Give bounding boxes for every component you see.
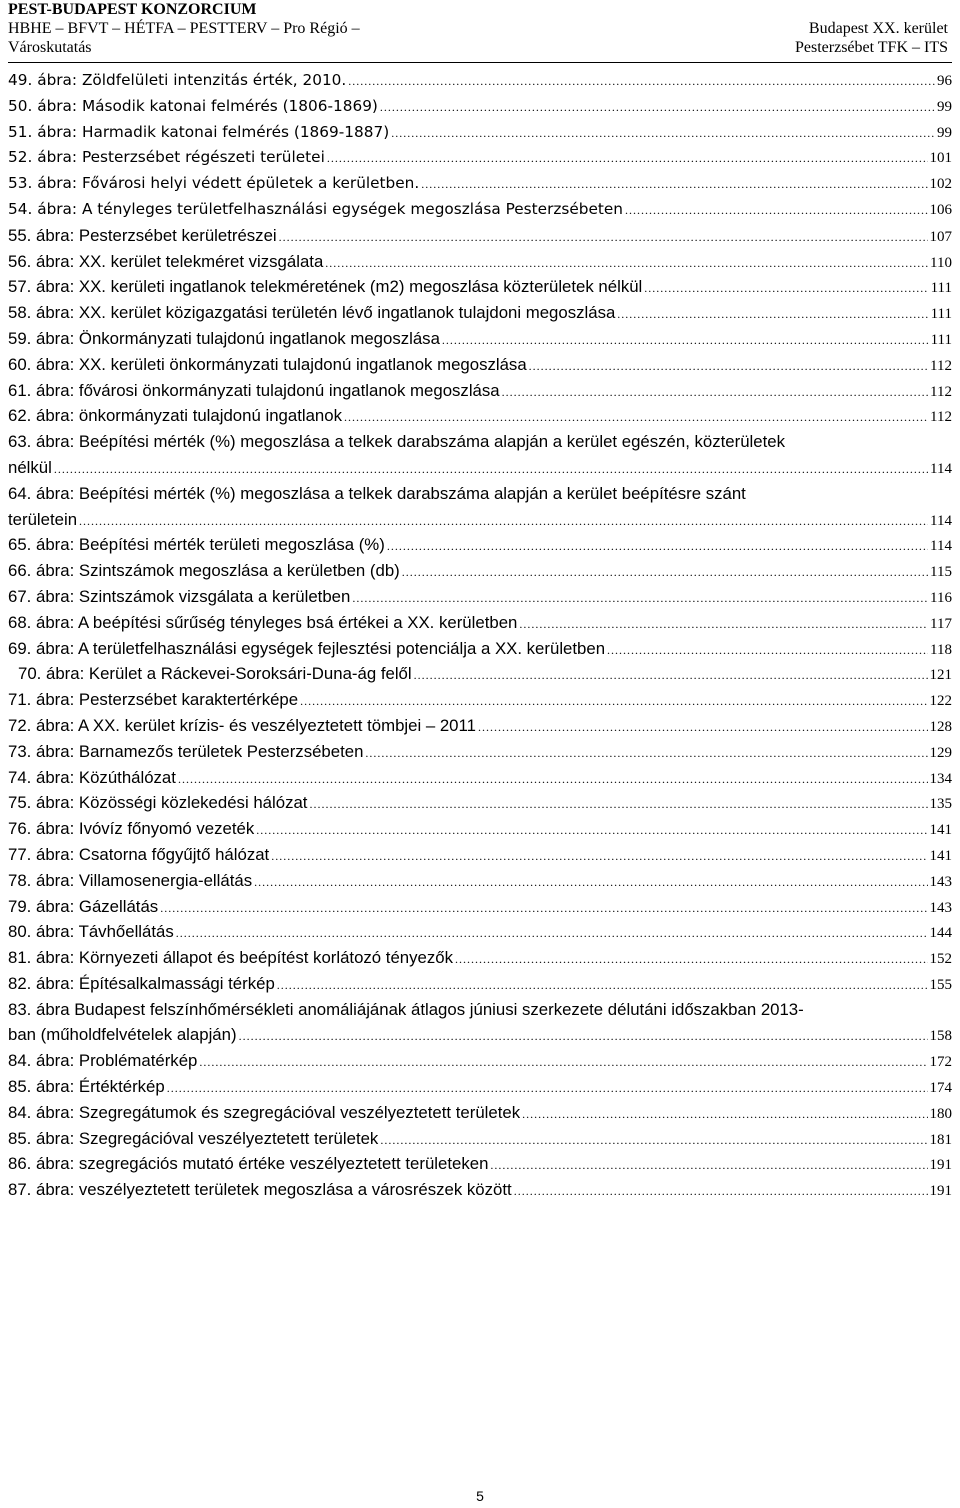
toc-page-number: 144 bbox=[929, 925, 952, 942]
dot-leader bbox=[256, 818, 927, 844]
toc-entry-title: 60. ábra: XX. kerületi önkormányzati tulajdonú ingatlanok megoszlása bbox=[8, 354, 527, 374]
toc-entry[interactable] bbox=[8, 661, 952, 687]
toc-entry[interactable] bbox=[8, 223, 952, 249]
toc-page-number: 99 bbox=[937, 98, 952, 115]
dot-leader bbox=[529, 354, 928, 380]
toc-page-number: 134 bbox=[929, 770, 952, 787]
dot-leader bbox=[300, 689, 927, 715]
dot-leader bbox=[352, 586, 928, 612]
dot-leader bbox=[519, 612, 928, 638]
toc-entry[interactable] bbox=[8, 765, 952, 791]
toc-entry[interactable] bbox=[8, 274, 952, 300]
dot-leader bbox=[442, 328, 929, 354]
dot-leader bbox=[455, 947, 928, 973]
page-header bbox=[8, 0, 952, 63]
toc-page-number: 122 bbox=[929, 693, 952, 710]
project-name: Pesterzsébet TFK – ITS bbox=[794, 39, 948, 56]
toc-page-number: 180 bbox=[929, 1105, 952, 1122]
toc-entry[interactable] bbox=[8, 997, 952, 1049]
dot-leader bbox=[239, 1024, 928, 1050]
toc-entry[interactable] bbox=[8, 1100, 952, 1126]
toc-entry-title: 66. ábra: Szintszámok megoszlása a kerületben (db) bbox=[8, 561, 400, 581]
toc-page-number: 111 bbox=[930, 306, 952, 323]
toc-entry[interactable] bbox=[8, 120, 952, 146]
consortium-name: PEST-BUDAPEST KONZORCIUM bbox=[8, 1, 257, 18]
dot-leader bbox=[199, 1050, 927, 1076]
toc-entry-title: 68. ábra: A beépítési sűrűség tényleges bsá értékei a XX. kerületben bbox=[8, 612, 518, 632]
toc-entry-title: 67. ábra: Szintszámok vizsgálata a kerületben bbox=[8, 586, 351, 606]
toc-entry-title: 85. ábra: Szegregációval veszélyeztetett területek bbox=[8, 1128, 379, 1148]
toc-page-number: 106 bbox=[929, 201, 952, 218]
toc-entry-title: 73. ábra: Barnamezős területek Pesterzsébeten bbox=[8, 741, 364, 761]
toc-entry[interactable] bbox=[8, 636, 952, 662]
consortium-members-line2: Városkutatás bbox=[8, 39, 92, 56]
toc-page-number: 114 bbox=[930, 512, 952, 529]
toc-entry[interactable] bbox=[8, 971, 952, 997]
toc-entry-title: 85. ábra: Értéktérkép bbox=[8, 1077, 165, 1097]
toc-entry-title: 78. ábra: Villamosenergia-ellátás bbox=[8, 870, 253, 890]
dot-leader bbox=[617, 302, 928, 328]
toc-entry[interactable] bbox=[8, 352, 952, 378]
toc-entry-title: 55. ábra: Pesterzsébet kerületrészei bbox=[8, 225, 277, 245]
dot-leader bbox=[365, 741, 927, 767]
toc-entry[interactable] bbox=[8, 1151, 952, 1177]
toc-entry-title: 57. ábra: XX. kerületi ingatlanok telekméretének (m2) megoszlása közterületek nélkül bbox=[8, 277, 643, 297]
toc-page-number: 158 bbox=[929, 1028, 952, 1045]
toc-entry-title: 81. ábra: Környezeti állapot és beépítést korlátozó tényezők bbox=[8, 948, 453, 968]
toc-page-number: 191 bbox=[929, 1157, 952, 1174]
toc-page-number: 112 bbox=[930, 409, 952, 426]
toc-entry-title-cont: területein bbox=[8, 509, 78, 529]
toc-entry[interactable] bbox=[8, 816, 952, 842]
dot-leader bbox=[54, 457, 928, 483]
toc-entry-title: 84. ábra: Szegregátumok és szegregációval veszélyeztetett területek bbox=[8, 1102, 521, 1122]
toc-page-number: 135 bbox=[929, 796, 952, 813]
dot-leader bbox=[607, 638, 928, 664]
toc-page-number: 110 bbox=[930, 254, 952, 271]
toc-entry-title: 87. ábra: veszélyeztetett területek megoszlása a városrészek között bbox=[8, 1180, 512, 1200]
toc-entry[interactable] bbox=[8, 68, 952, 94]
toc-entry-title: 77. ábra: Csatorna főgyűjtő hálózat bbox=[8, 844, 270, 864]
toc-page-number: 118 bbox=[930, 641, 952, 658]
toc-entry[interactable] bbox=[8, 687, 952, 713]
dot-leader bbox=[391, 121, 935, 147]
dot-leader bbox=[309, 792, 927, 818]
dot-leader bbox=[279, 225, 928, 251]
toc-page-number: 121 bbox=[929, 667, 952, 684]
toc-entry[interactable] bbox=[8, 1048, 952, 1074]
toc-page-number: 155 bbox=[929, 976, 952, 993]
toc-entry[interactable] bbox=[8, 403, 952, 429]
toc-entry-title: 69. ábra: A területfelhasználási egységek fejlesztési potenciálja a XX. kerületben bbox=[8, 638, 606, 658]
toc-entry[interactable] bbox=[8, 145, 952, 171]
toc-page-number: 96 bbox=[937, 73, 952, 89]
consortium-members: HBHE – BFVT – HÉTFA – PESTTERV – Pro Régió – bbox=[8, 20, 360, 37]
toc-entry-title: 61. ábra: fővárosi önkormányzati tulajdonú ingatlanok megoszlása bbox=[8, 380, 500, 400]
toc-entry[interactable] bbox=[8, 1074, 952, 1100]
dot-leader bbox=[514, 1179, 928, 1205]
toc-entry[interactable] bbox=[8, 739, 952, 765]
toc-entry[interactable] bbox=[8, 300, 952, 326]
toc-page-number: 99 bbox=[937, 124, 952, 141]
toc-entry[interactable] bbox=[8, 894, 952, 920]
toc-page-number: 152 bbox=[929, 951, 952, 968]
toc-entry-title: 52. ábra: Pesterzsébet régészeti területei bbox=[8, 148, 325, 167]
toc-entry[interactable] bbox=[8, 558, 952, 584]
dot-leader bbox=[254, 870, 927, 896]
table-of-figures bbox=[8, 68, 952, 1203]
toc-page-number: 141 bbox=[929, 822, 952, 839]
toc-entry-title: 56. ábra: XX. kerület telekméret vizsgálata bbox=[8, 251, 324, 271]
toc-page-number: 117 bbox=[930, 615, 952, 632]
toc-entry[interactable] bbox=[8, 171, 952, 197]
toc-page-number: 111 bbox=[930, 331, 952, 348]
toc-entry-title: 72. ábra: A XX. kerület krízis- és veszélyeztetett tömbjei – 2011 bbox=[8, 715, 476, 735]
toc-page-number: 141 bbox=[929, 847, 952, 864]
toc-entry-title: 70. ábra: Kerület a Ráckevei-Soroksári-Duna-ág felől bbox=[18, 664, 412, 684]
toc-page-number: 129 bbox=[929, 744, 952, 761]
dot-leader bbox=[348, 69, 935, 95]
header-right bbox=[795, 19, 948, 57]
toc-entry[interactable] bbox=[8, 197, 952, 223]
toc-entry[interactable] bbox=[8, 532, 952, 558]
toc-entry[interactable] bbox=[8, 610, 952, 636]
toc-entry-title: 64. ábra: Beépítési mérték (%) megoszlása a telkek darabszáma alapján a kerület beépítésre szánt bbox=[8, 483, 746, 503]
toc-entry[interactable] bbox=[8, 1177, 952, 1203]
toc-page-number: 114 bbox=[930, 460, 952, 477]
toc-entry-title: 84. ábra: Problématérkép bbox=[8, 1051, 198, 1071]
toc-entry[interactable] bbox=[8, 94, 952, 120]
toc-entry[interactable] bbox=[8, 429, 952, 481]
toc-entry-title: 50. ábra: Második katonai felmérés (1806-1869) bbox=[8, 96, 378, 115]
toc-page-number: 107 bbox=[929, 228, 952, 245]
toc-page-number: 191 bbox=[929, 1183, 952, 1200]
dot-leader bbox=[625, 198, 928, 224]
toc-entry-continuation bbox=[8, 455, 952, 481]
toc-page-number: 172 bbox=[929, 1054, 952, 1071]
toc-page-number: 102 bbox=[929, 176, 952, 193]
toc-entry-title: 58. ábra: XX. kerület közigazgatási területén lévő ingatlanok tulajdoni megoszlása bbox=[8, 303, 616, 323]
dot-leader bbox=[380, 95, 935, 121]
toc-entry-continuation bbox=[8, 507, 952, 533]
dot-leader bbox=[387, 534, 928, 560]
toc-entry[interactable] bbox=[8, 945, 952, 971]
toc-page-number: 128 bbox=[929, 718, 952, 735]
dot-leader bbox=[522, 1102, 927, 1128]
toc-entry-title: 54. ábra: A tényleges területfelhasználási egységek megoszlása Pesterzsébeten bbox=[8, 199, 623, 218]
toc-entry[interactable] bbox=[8, 1126, 952, 1152]
toc-entry-title: 65. ábra: Beépítési mérték területi megoszlása (%) bbox=[8, 535, 385, 555]
toc-entry-title: 63. ábra: Beépítési mérték (%) megoszlása a telkek darabszáma alapján a kerület egészén, közterületek bbox=[8, 432, 786, 452]
toc-entry[interactable] bbox=[8, 249, 952, 275]
dot-leader bbox=[490, 1153, 927, 1179]
header-left bbox=[8, 0, 360, 57]
toc-entry-title: 59. ábra: Önkormányzati tulajdonú ingatlanok megoszlása bbox=[8, 328, 440, 348]
toc-page-number: 116 bbox=[930, 589, 952, 606]
toc-entry-title: 71. ábra: Pesterzsébet karaktertérképe bbox=[8, 690, 299, 710]
dot-leader bbox=[502, 380, 928, 406]
dot-leader bbox=[327, 146, 928, 172]
toc-entry-title: 74. ábra: Közúthálózat bbox=[8, 767, 176, 787]
dot-leader bbox=[325, 251, 928, 277]
dot-leader bbox=[344, 405, 928, 431]
toc-entry-title: 51. ábra: Harmadik katonai felmérés (1869-1887) bbox=[8, 122, 390, 141]
dot-leader bbox=[402, 560, 928, 586]
dot-leader bbox=[644, 276, 928, 302]
toc-page-number: 114 bbox=[930, 538, 952, 555]
toc-entry-title: 75. ábra: Közösségi közlekedési hálózat bbox=[8, 793, 308, 813]
dot-leader bbox=[380, 1128, 927, 1154]
dot-leader bbox=[277, 973, 928, 999]
dot-leader bbox=[167, 1076, 928, 1102]
toc-page-number: 143 bbox=[929, 873, 952, 890]
dot-leader bbox=[421, 172, 927, 198]
toc-entry-title: 62. ábra: önkormányzati tulajdonú ingatlanok bbox=[8, 406, 342, 426]
toc-page-number: 111 bbox=[930, 280, 952, 297]
dot-leader bbox=[271, 844, 927, 870]
dot-leader bbox=[176, 921, 928, 947]
toc-entry[interactable] bbox=[8, 378, 952, 404]
toc-page-number: 112 bbox=[930, 383, 952, 400]
toc-page-number: 143 bbox=[929, 899, 952, 916]
toc-entry[interactable] bbox=[8, 584, 952, 610]
dot-leader bbox=[414, 663, 928, 689]
district-name: Budapest XX. kerület bbox=[808, 20, 948, 37]
toc-entry[interactable] bbox=[8, 842, 952, 868]
toc-entry[interactable] bbox=[8, 919, 952, 945]
toc-entry[interactable] bbox=[8, 481, 952, 533]
toc-entry-title: 49. ábra: Zöldfelületi intenzitás érték, 2010. bbox=[8, 71, 347, 89]
dot-leader bbox=[79, 509, 928, 535]
toc-page-number: 174 bbox=[929, 1080, 952, 1097]
toc-entry[interactable] bbox=[8, 326, 952, 352]
toc-entry-title-cont: nélkül bbox=[8, 457, 52, 477]
toc-entry-title: 80. ábra: Távhőellátás bbox=[8, 922, 174, 942]
toc-entry-continuation bbox=[8, 1022, 952, 1048]
toc-entry-title: 76. ábra: Ivóvíz főnyomó vezeték bbox=[8, 819, 255, 839]
toc-page-number: 181 bbox=[929, 1131, 952, 1148]
toc-entry[interactable] bbox=[8, 790, 952, 816]
toc-entry-title: 83. ábra Budapest felszínhőmérsékleti anomáliájának átlagos júniusi szerkezete délutáni időszakban 2013- bbox=[8, 999, 804, 1019]
dot-leader bbox=[478, 715, 928, 741]
toc-page-number: 101 bbox=[929, 150, 952, 167]
page-number: 5 bbox=[476, 1488, 484, 1504]
toc-entry-title: 82. ábra: Építésalkalmassági térkép bbox=[8, 973, 275, 993]
toc-page-number: 112 bbox=[930, 357, 952, 374]
dot-leader bbox=[178, 767, 928, 793]
toc-entry[interactable] bbox=[8, 868, 952, 894]
toc-entry-title: 53. ábra: Fővárosi helyi védett épületek a kerületben. bbox=[8, 174, 420, 193]
toc-entry-title-cont: ban (műholdfelvételek alapján) bbox=[8, 1025, 237, 1045]
toc-page-number: 115 bbox=[930, 564, 952, 581]
toc-entry[interactable] bbox=[8, 713, 952, 739]
toc-entry-title: 79. ábra: Gázellátás bbox=[8, 896, 159, 916]
toc-entry-title: 86. ábra: szegregációs mutató értéke veszélyeztetett területeken bbox=[8, 1154, 489, 1174]
dot-leader bbox=[160, 896, 927, 922]
